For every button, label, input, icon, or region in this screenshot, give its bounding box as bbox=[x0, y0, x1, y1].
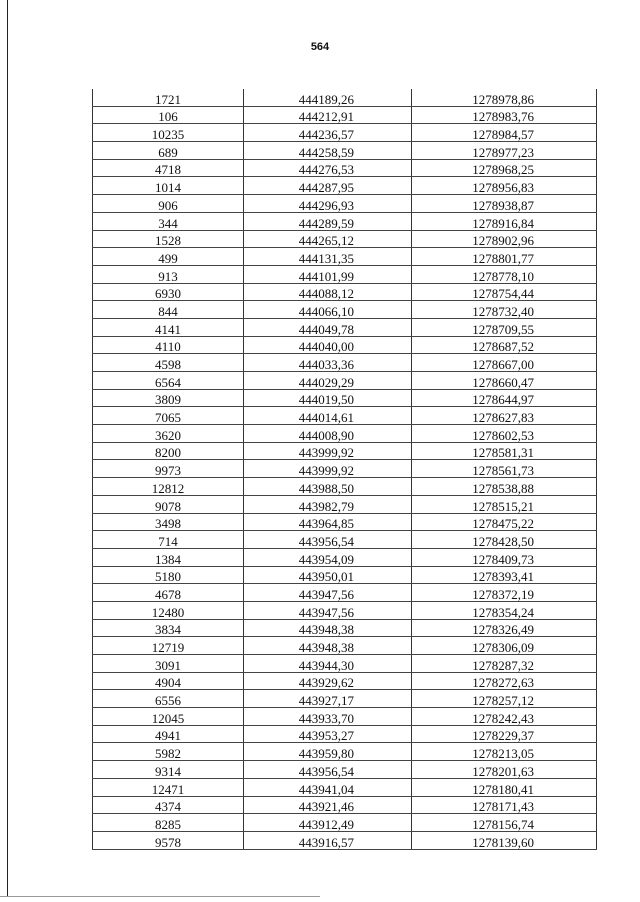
table-row bbox=[93, 690, 597, 708]
y-coordinate-cell: 1278515,21 bbox=[412, 495, 597, 513]
table-row bbox=[93, 548, 597, 566]
x-coordinate-cell: 444131,35 bbox=[244, 248, 412, 266]
x-coordinate-cell: 443921,46 bbox=[244, 796, 412, 814]
point-number-cell: 4718 bbox=[93, 159, 244, 177]
x-coordinate-cell: 444276,53 bbox=[244, 159, 412, 177]
point-number-cell: 689 bbox=[93, 142, 244, 160]
page-bottom-border bbox=[0, 896, 320, 897]
point-number-cell: 3809 bbox=[93, 389, 244, 407]
point-number-cell: 3834 bbox=[93, 619, 244, 637]
y-coordinate-cell: 1278754,44 bbox=[412, 283, 597, 301]
table-row bbox=[93, 637, 597, 655]
point-number-cell: 6930 bbox=[93, 283, 244, 301]
y-coordinate-cell: 1278393,41 bbox=[412, 566, 597, 584]
point-number-cell: 4904 bbox=[93, 672, 244, 690]
x-coordinate-cell: 443959,80 bbox=[244, 743, 412, 761]
point-number-cell: 1014 bbox=[93, 177, 244, 195]
point-number-cell: 9314 bbox=[93, 761, 244, 779]
table-row bbox=[93, 725, 597, 743]
y-coordinate-cell: 1278213,05 bbox=[412, 743, 597, 761]
table-row bbox=[93, 478, 597, 496]
x-coordinate-cell: 444014,61 bbox=[244, 407, 412, 425]
y-coordinate-cell: 1278602,53 bbox=[412, 425, 597, 443]
point-number-cell: 12812 bbox=[93, 478, 244, 496]
table-row bbox=[93, 460, 597, 478]
table-row bbox=[93, 584, 597, 602]
x-coordinate-cell: 443988,50 bbox=[244, 478, 412, 496]
table-row bbox=[93, 566, 597, 584]
y-coordinate-cell: 1278229,37 bbox=[412, 725, 597, 743]
point-number-cell: 9973 bbox=[93, 460, 244, 478]
x-coordinate-cell: 443999,92 bbox=[244, 460, 412, 478]
y-coordinate-cell: 1278667,00 bbox=[412, 354, 597, 372]
coordinates-table bbox=[92, 89, 597, 850]
y-coordinate-cell: 1278201,63 bbox=[412, 761, 597, 779]
point-number-cell: 714 bbox=[93, 531, 244, 549]
point-number-cell: 4941 bbox=[93, 725, 244, 743]
y-coordinate-cell: 1278956,83 bbox=[412, 177, 597, 195]
table-row bbox=[93, 619, 597, 637]
y-coordinate-cell: 1278272,63 bbox=[412, 672, 597, 690]
y-coordinate-cell: 1278287,32 bbox=[412, 655, 597, 673]
table-row bbox=[93, 283, 597, 301]
point-number-cell: 3620 bbox=[93, 425, 244, 443]
table-row bbox=[93, 230, 597, 248]
y-coordinate-cell: 1278475,22 bbox=[412, 513, 597, 531]
point-number-cell: 344 bbox=[93, 212, 244, 230]
point-number-cell: 4374 bbox=[93, 796, 244, 814]
x-coordinate-cell: 444066,10 bbox=[244, 301, 412, 319]
x-coordinate-cell: 443950,01 bbox=[244, 566, 412, 584]
y-coordinate-cell: 1278732,40 bbox=[412, 301, 597, 319]
y-coordinate-cell: 1278257,12 bbox=[412, 690, 597, 708]
point-number-cell: 12045 bbox=[93, 708, 244, 726]
table-row bbox=[93, 106, 597, 124]
table-row bbox=[93, 389, 597, 407]
table-row bbox=[93, 301, 597, 319]
y-coordinate-cell: 1278428,50 bbox=[412, 531, 597, 549]
point-number-cell: 906 bbox=[93, 195, 244, 213]
table-row bbox=[93, 336, 597, 354]
point-number-cell: 499 bbox=[93, 248, 244, 266]
x-coordinate-cell: 443948,38 bbox=[244, 619, 412, 637]
point-number-cell: 12471 bbox=[93, 778, 244, 796]
x-coordinate-cell: 443954,09 bbox=[244, 548, 412, 566]
x-coordinate-cell: 444189,26 bbox=[244, 89, 412, 106]
point-number-cell: 106 bbox=[93, 106, 244, 124]
x-coordinate-cell: 443947,56 bbox=[244, 601, 412, 619]
table-row bbox=[93, 442, 597, 460]
y-coordinate-cell: 1278306,09 bbox=[412, 637, 597, 655]
x-coordinate-cell: 443941,04 bbox=[244, 778, 412, 796]
table-row bbox=[93, 655, 597, 673]
point-number-cell: 913 bbox=[93, 265, 244, 283]
point-number-cell: 12719 bbox=[93, 637, 244, 655]
y-coordinate-cell: 1278156,74 bbox=[412, 814, 597, 832]
y-coordinate-cell: 1278180,41 bbox=[412, 778, 597, 796]
table-row bbox=[93, 89, 597, 106]
x-coordinate-cell: 443927,17 bbox=[244, 690, 412, 708]
y-coordinate-cell: 1278409,73 bbox=[412, 548, 597, 566]
point-number-cell: 3498 bbox=[93, 513, 244, 531]
y-coordinate-cell: 1278938,87 bbox=[412, 195, 597, 213]
coordinates-table-body bbox=[93, 89, 597, 849]
table-row bbox=[93, 407, 597, 425]
y-coordinate-cell: 1278660,47 bbox=[412, 372, 597, 390]
point-number-cell: 6556 bbox=[93, 690, 244, 708]
x-coordinate-cell: 443953,27 bbox=[244, 725, 412, 743]
table-row bbox=[93, 495, 597, 513]
y-coordinate-cell: 1278978,86 bbox=[412, 89, 597, 106]
table-row bbox=[93, 814, 597, 832]
y-coordinate-cell: 1278372,19 bbox=[412, 584, 597, 602]
x-coordinate-cell: 443916,57 bbox=[244, 831, 412, 849]
y-coordinate-cell: 1278778,10 bbox=[412, 265, 597, 283]
table-row bbox=[93, 265, 597, 283]
y-coordinate-cell: 1278644,97 bbox=[412, 389, 597, 407]
table-row bbox=[93, 212, 597, 230]
x-coordinate-cell: 444088,12 bbox=[244, 283, 412, 301]
y-coordinate-cell: 1278801,77 bbox=[412, 248, 597, 266]
y-coordinate-cell: 1278242,43 bbox=[412, 708, 597, 726]
point-number-cell: 12480 bbox=[93, 601, 244, 619]
point-number-cell: 7065 bbox=[93, 407, 244, 425]
x-coordinate-cell: 444212,91 bbox=[244, 106, 412, 124]
table-row bbox=[93, 743, 597, 761]
point-number-cell: 5180 bbox=[93, 566, 244, 584]
point-number-cell: 10235 bbox=[93, 124, 244, 142]
y-coordinate-cell: 1278326,49 bbox=[412, 619, 597, 637]
point-number-cell: 4678 bbox=[93, 584, 244, 602]
x-coordinate-cell: 443956,54 bbox=[244, 761, 412, 779]
page-number: 564 bbox=[310, 41, 330, 53]
x-coordinate-cell: 443933,70 bbox=[244, 708, 412, 726]
y-coordinate-cell: 1278171,43 bbox=[412, 796, 597, 814]
point-number-cell: 6564 bbox=[93, 372, 244, 390]
y-coordinate-cell: 1278984,57 bbox=[412, 124, 597, 142]
x-coordinate-cell: 443948,38 bbox=[244, 637, 412, 655]
table-row bbox=[93, 708, 597, 726]
x-coordinate-cell: 443999,92 bbox=[244, 442, 412, 460]
point-number-cell: 3091 bbox=[93, 655, 244, 673]
x-coordinate-cell: 444049,78 bbox=[244, 318, 412, 336]
x-coordinate-cell: 443956,54 bbox=[244, 531, 412, 549]
table-row bbox=[93, 318, 597, 336]
table-row bbox=[93, 425, 597, 443]
table-row bbox=[93, 354, 597, 372]
x-coordinate-cell: 444019,50 bbox=[244, 389, 412, 407]
y-coordinate-cell: 1278627,83 bbox=[412, 407, 597, 425]
x-coordinate-cell: 444287,95 bbox=[244, 177, 412, 195]
point-number-cell: 1721 bbox=[93, 89, 244, 106]
table-row bbox=[93, 177, 597, 195]
table-row bbox=[93, 761, 597, 779]
y-coordinate-cell: 1278983,76 bbox=[412, 106, 597, 124]
point-number-cell: 1384 bbox=[93, 548, 244, 566]
point-number-cell: 9078 bbox=[93, 495, 244, 513]
x-coordinate-cell: 443964,85 bbox=[244, 513, 412, 531]
table-row bbox=[93, 195, 597, 213]
point-number-cell: 8200 bbox=[93, 442, 244, 460]
x-coordinate-cell: 444008,90 bbox=[244, 425, 412, 443]
y-coordinate-cell: 1278709,55 bbox=[412, 318, 597, 336]
x-coordinate-cell: 444258,59 bbox=[244, 142, 412, 160]
x-coordinate-cell: 443982,79 bbox=[244, 495, 412, 513]
table-row bbox=[93, 159, 597, 177]
point-number-cell: 4110 bbox=[93, 336, 244, 354]
table-row bbox=[93, 372, 597, 390]
x-coordinate-cell: 443947,56 bbox=[244, 584, 412, 602]
x-coordinate-cell: 444040,00 bbox=[244, 336, 412, 354]
y-coordinate-cell: 1278538,88 bbox=[412, 478, 597, 496]
point-number-cell: 9578 bbox=[93, 831, 244, 849]
point-number-cell: 4598 bbox=[93, 354, 244, 372]
y-coordinate-cell: 1278968,25 bbox=[412, 159, 597, 177]
y-coordinate-cell: 1278561,73 bbox=[412, 460, 597, 478]
point-number-cell: 1528 bbox=[93, 230, 244, 248]
y-coordinate-cell: 1278902,96 bbox=[412, 230, 597, 248]
y-coordinate-cell: 1278687,52 bbox=[412, 336, 597, 354]
x-coordinate-cell: 444029,29 bbox=[244, 372, 412, 390]
table-row bbox=[93, 601, 597, 619]
table-row bbox=[93, 142, 597, 160]
table-row bbox=[93, 672, 597, 690]
table-row bbox=[93, 796, 597, 814]
x-coordinate-cell: 444033,36 bbox=[244, 354, 412, 372]
table-row bbox=[93, 124, 597, 142]
y-coordinate-cell: 1278581,31 bbox=[412, 442, 597, 460]
y-coordinate-cell: 1278916,84 bbox=[412, 212, 597, 230]
y-coordinate-cell: 1278354,24 bbox=[412, 601, 597, 619]
x-coordinate-cell: 444289,59 bbox=[244, 212, 412, 230]
x-coordinate-cell: 443929,62 bbox=[244, 672, 412, 690]
point-number-cell: 4141 bbox=[93, 318, 244, 336]
point-number-cell: 5982 bbox=[93, 743, 244, 761]
page-left-border bbox=[7, 0, 8, 896]
x-coordinate-cell: 443944,30 bbox=[244, 655, 412, 673]
table-row bbox=[93, 831, 597, 849]
table-row bbox=[93, 778, 597, 796]
table-row bbox=[93, 531, 597, 549]
point-number-cell: 844 bbox=[93, 301, 244, 319]
x-coordinate-cell: 443912,49 bbox=[244, 814, 412, 832]
table-row bbox=[93, 513, 597, 531]
y-coordinate-cell: 1278977,23 bbox=[412, 142, 597, 160]
point-number-cell: 8285 bbox=[93, 814, 244, 832]
x-coordinate-cell: 444236,57 bbox=[244, 124, 412, 142]
table-row bbox=[93, 248, 597, 266]
y-coordinate-cell: 1278139,60 bbox=[412, 831, 597, 849]
x-coordinate-cell: 444101,99 bbox=[244, 265, 412, 283]
x-coordinate-cell: 444296,93 bbox=[244, 195, 412, 213]
x-coordinate-cell: 444265,12 bbox=[244, 230, 412, 248]
